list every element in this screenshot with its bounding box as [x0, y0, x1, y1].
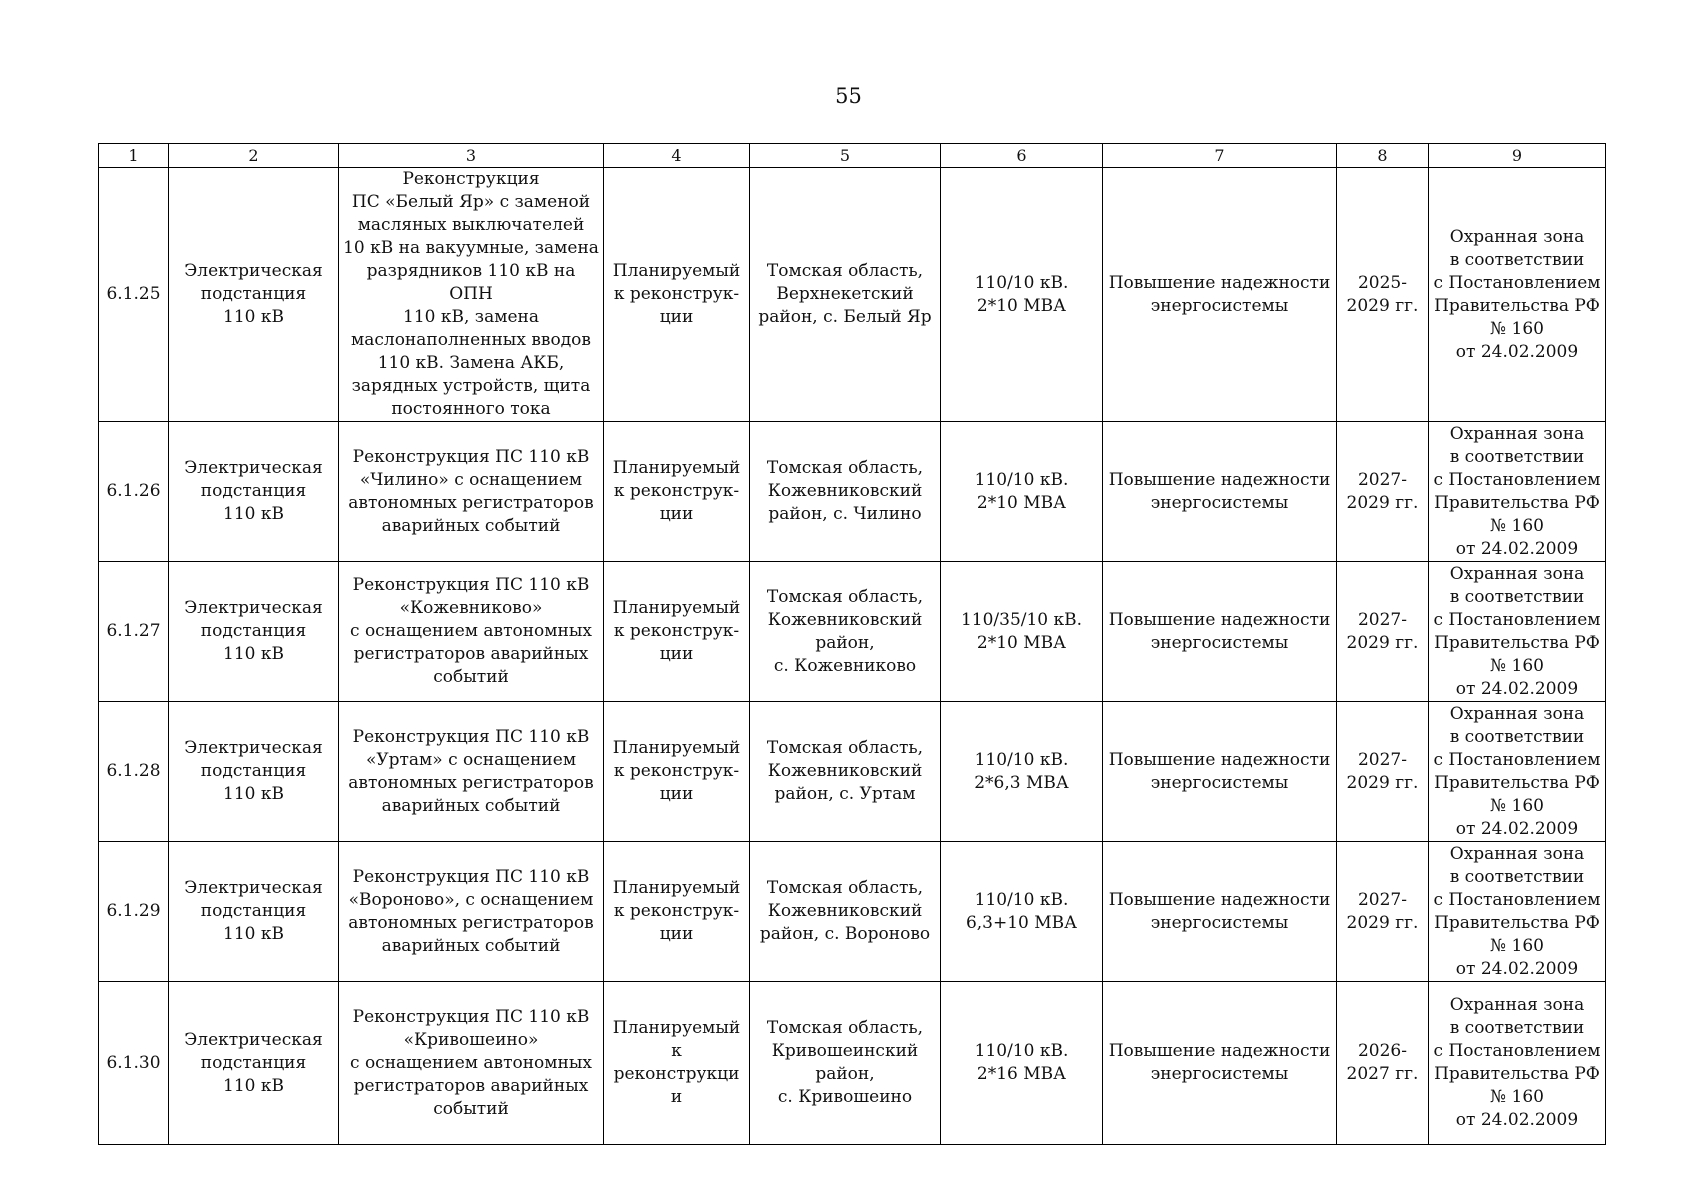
cell-line: 2029 гг. [1346, 772, 1419, 793]
cell-description [339, 982, 604, 1145]
cell-protection-zone [1429, 168, 1606, 422]
column-number: 3 [339, 144, 604, 168]
cell-line: Повышение надежности [1108, 469, 1331, 490]
cell-object-type [169, 982, 339, 1145]
cell-capacity [941, 702, 1103, 842]
projects-table [98, 143, 1606, 1145]
cell-line: 10 кВ на вакуумные, замена [343, 238, 599, 258]
cell-line: с Постановлением [1433, 272, 1601, 293]
cell-location [750, 422, 941, 562]
column-number: 5 [750, 144, 941, 168]
cell-line: к реконструк- [613, 481, 740, 501]
column-number: 7 [1103, 144, 1337, 168]
cell-line: Реконструкция ПС 110 кВ [352, 446, 590, 467]
cell-line: к реконструк- [613, 621, 740, 641]
cell-line: 2029 гг. [1346, 492, 1419, 513]
cell-line: 6,3+10 МВА [965, 912, 1078, 933]
cell-line: район, [815, 632, 875, 653]
cell-line: 110/10 кВ. [974, 749, 1069, 770]
cell-line: Правительства РФ [1434, 632, 1600, 653]
cell-line: энергосистемы [1150, 492, 1289, 513]
column-number: 2 [169, 144, 339, 168]
cell-line: Электрическая [184, 1029, 323, 1050]
cell-protection-zone [1429, 982, 1606, 1145]
cell-line: № 160 [1490, 515, 1544, 536]
cell-line: с оснащением автономных [350, 1052, 592, 1073]
cell-period [1337, 702, 1429, 842]
cell-line: Электрическая [184, 878, 323, 898]
cell-line: с. Кожевниково [773, 655, 917, 676]
cell-line: подстанция [200, 481, 307, 501]
cell-line: в соответствии [1449, 866, 1585, 887]
cell-line: подстанция [200, 284, 307, 304]
cell-protection-zone [1429, 562, 1606, 702]
cell-line: Планируемый [612, 878, 741, 898]
cell-capacity [941, 982, 1103, 1145]
cell-line: энергосистемы [1150, 772, 1289, 793]
column-number: 4 [604, 144, 750, 168]
cell-line: 110 кВ [223, 924, 284, 944]
cell-location [750, 562, 941, 702]
cell-line: зарядных устройств, щита [351, 376, 591, 396]
cell-line: 2027- [1357, 889, 1407, 910]
cell-line: 110 кВ, замена [403, 307, 539, 327]
cell-period [1337, 982, 1429, 1145]
cell-line: в соответствии [1449, 249, 1585, 270]
column-number: 1 [99, 144, 169, 168]
cell-capacity [941, 562, 1103, 702]
cell-line: подстанция [200, 1052, 307, 1073]
cell-line: автономных регистраторов [348, 772, 594, 793]
cell-line: Повышение надежности [1108, 272, 1331, 293]
cell-line: от 24.02.2009 [1455, 538, 1579, 559]
cell-line: в соответствии [1449, 1018, 1585, 1038]
cell-line: аварийных событий [381, 935, 561, 956]
cell-status [604, 982, 750, 1145]
cell-id: 6.1.25 [99, 168, 169, 422]
cell-line: 110/10 кВ. [974, 469, 1069, 490]
cell-line: 110 кВ [223, 307, 284, 327]
cell-line: «Вороново», с оснащением [348, 889, 594, 910]
cell-line: 2029 гг. [1346, 632, 1419, 653]
cell-capacity [941, 168, 1103, 422]
cell-line: 110/35/10 кВ. [960, 609, 1083, 630]
cell-line: Повышение надежности [1108, 889, 1331, 910]
cell-line: Повышение надежности [1108, 609, 1331, 630]
cell-line: Электрическая [184, 738, 323, 758]
cell-line: Реконструкция ПС 110 кВ [352, 575, 590, 595]
cell-line: Реконструкция ПС 110 кВ [352, 726, 590, 747]
cell-purpose [1103, 842, 1337, 982]
cell-id: 6.1.26 [99, 422, 169, 562]
cell-line: автономных регистраторов [348, 912, 594, 933]
cell-purpose [1103, 562, 1337, 702]
cell-line: от 24.02.2009 [1455, 1110, 1579, 1130]
cell-line: Повышение надежности [1108, 749, 1331, 770]
cell-description [339, 422, 604, 562]
cell-description [339, 842, 604, 982]
cell-line: ции [659, 924, 694, 944]
cell-line: Кривошеинский [771, 1041, 919, 1061]
cell-line: № 160 [1490, 655, 1544, 676]
cell-line: энергосистемы [1150, 295, 1289, 316]
cell-line: 2*10 МВА [976, 492, 1067, 513]
cell-period [1337, 168, 1429, 422]
cell-line: Томская область, [766, 878, 924, 898]
cell-line: с оснащением автономных [350, 621, 592, 641]
cell-line: Правительства РФ [1434, 295, 1600, 316]
cell-line: событий [433, 667, 509, 687]
cell-line: регистраторов аварийных [353, 1075, 589, 1096]
cell-line: Охранная зона [1449, 423, 1585, 444]
cell-line: 2027- [1357, 469, 1407, 490]
cell-status [604, 842, 750, 982]
cell-status [604, 168, 750, 422]
cell-line: с Постановлением [1433, 889, 1601, 910]
cell-line: постоянного тока [391, 399, 551, 419]
cell-status [604, 562, 750, 702]
cell-line: Планируемый [612, 261, 741, 281]
cell-line: подстанция [200, 621, 307, 641]
column-number: 9 [1429, 144, 1606, 168]
cell-line: 110/10 кВ. [974, 272, 1069, 293]
cell-line: Повышение надежности [1108, 1041, 1331, 1061]
cell-line: Планируемый [612, 738, 741, 758]
cell-location [750, 168, 941, 422]
cell-line: 2*10 МВА [976, 295, 1067, 316]
cell-line: № 160 [1490, 935, 1544, 956]
cell-line: Томская область, [766, 586, 924, 607]
cell-line: Планируемый [612, 1018, 741, 1038]
cell-line: Реконструкция ПС 110 кВ [352, 1006, 590, 1027]
cell-line: регистраторов аварийных [353, 644, 589, 664]
cell-line: 110/10 кВ. [974, 1041, 1069, 1061]
cell-purpose [1103, 168, 1337, 422]
cell-line: Томская область, [766, 738, 924, 758]
cell-line: от 24.02.2009 [1455, 341, 1579, 362]
cell-line: от 24.02.2009 [1455, 818, 1579, 839]
table-row [99, 702, 1606, 842]
cell-line: Томская область, [766, 261, 924, 281]
table-row [99, 562, 1606, 702]
column-number-row [99, 144, 1606, 168]
cell-protection-zone [1429, 702, 1606, 842]
cell-object-type [169, 842, 339, 982]
table-row [99, 422, 1606, 562]
cell-line: в соответствии [1449, 586, 1585, 607]
cell-line: ции [659, 784, 694, 804]
cell-line: разрядников 110 кВ на ОПН [366, 261, 576, 304]
cell-line: район, [815, 1064, 875, 1084]
cell-line: 110 кВ [223, 1075, 284, 1096]
cell-line: Кожевниковский [767, 761, 923, 781]
cell-line: 2*6,3 МВА [974, 772, 1069, 793]
cell-line: энергосистемы [1150, 1064, 1289, 1084]
cell-status [604, 702, 750, 842]
cell-line: Верхнекетский [776, 284, 914, 304]
cell-line: Охранная зона [1449, 563, 1585, 584]
cell-line: ПС «Белый Яр» с заменой [351, 192, 591, 212]
cell-line: 2027- [1357, 749, 1407, 770]
cell-line: «Кривошеино» [403, 1029, 539, 1050]
cell-status [604, 422, 750, 562]
cell-line: № 160 [1490, 1087, 1544, 1107]
cell-purpose [1103, 982, 1337, 1145]
cell-line: ции [659, 644, 694, 664]
cell-line: подстанция [200, 761, 307, 781]
cell-line: Правительства РФ [1434, 492, 1600, 513]
cell-line: 2*16 МВА [976, 1064, 1067, 1084]
cell-purpose [1103, 422, 1337, 562]
table-body [99, 144, 1606, 1145]
cell-line: район, с. Уртам [774, 784, 916, 804]
table-row [99, 842, 1606, 982]
cell-capacity [941, 422, 1103, 562]
cell-period [1337, 422, 1429, 562]
cell-line: Планируемый [612, 598, 741, 618]
cell-line: реконструкци [613, 1064, 740, 1084]
cell-line: подстанция [200, 901, 307, 921]
cell-line: Электрическая [184, 598, 323, 618]
cell-line: маслонаполненных вводов [351, 330, 591, 350]
cell-id: 6.1.30 [99, 982, 169, 1145]
cell-line: 110/10 кВ. [974, 889, 1069, 910]
cell-line: ции [659, 504, 694, 524]
cell-line: № 160 [1490, 795, 1544, 816]
cell-line: «Кожевниково» [399, 598, 543, 618]
cell-line: Электрическая [184, 261, 323, 281]
cell-line: к реконструк- [613, 901, 740, 921]
cell-line: в соответствии [1449, 446, 1585, 467]
cell-line: Охранная зона [1449, 703, 1585, 724]
cell-line: 2027 гг. [1346, 1064, 1419, 1084]
column-number: 6 [941, 144, 1103, 168]
cell-object-type [169, 168, 339, 422]
cell-line: событий [433, 1098, 509, 1119]
cell-line: «Чилино» с оснащением [359, 469, 583, 490]
cell-line: 2029 гг. [1346, 912, 1419, 933]
cell-line: автономных регистраторов [348, 492, 594, 513]
cell-description [339, 562, 604, 702]
cell-line: Правительства РФ [1434, 912, 1600, 933]
cell-line: «Уртам» с оснащением [365, 749, 577, 770]
cell-line: 2025- [1357, 272, 1407, 293]
cell-line: 2*10 МВА [976, 632, 1067, 653]
page-number: 55 [835, 84, 862, 108]
cell-object-type [169, 422, 339, 562]
cell-line: от 24.02.2009 [1455, 678, 1579, 699]
cell-location [750, 702, 941, 842]
cell-line: 2029 гг. [1346, 295, 1419, 316]
cell-line: с Постановлением [1433, 609, 1601, 630]
cell-line: аварийных событий [381, 795, 561, 816]
cell-line: Томская область, [766, 458, 924, 478]
cell-line: Правительства РФ [1434, 772, 1600, 793]
cell-capacity [941, 842, 1103, 982]
cell-location [750, 842, 941, 982]
cell-line: ции [659, 307, 694, 327]
cell-line: Томская область, [766, 1018, 924, 1038]
cell-line: Кожевниковский [767, 481, 923, 501]
cell-line: к реконструк- [613, 761, 740, 781]
cell-line: и [670, 1087, 683, 1107]
cell-line: Планируемый [612, 458, 741, 478]
cell-line: Реконструкция ПС 110 кВ [352, 866, 590, 887]
cell-purpose [1103, 702, 1337, 842]
table-row [99, 168, 1606, 422]
cell-line: 110 кВ. Замена АКБ, [377, 353, 565, 373]
cell-object-type [169, 562, 339, 702]
cell-period [1337, 562, 1429, 702]
cell-line: с Постановлением [1433, 749, 1601, 770]
cell-line: к реконструк- [613, 284, 740, 304]
cell-line: Правительства РФ [1434, 1064, 1600, 1084]
cell-line: 2027- [1357, 609, 1407, 630]
cell-line: район, с. Вороново [759, 924, 931, 944]
cell-line: район, с. Белый Яр [758, 307, 932, 327]
cell-line: с. Кривошеино [777, 1087, 913, 1107]
cell-line: Электрическая [184, 458, 323, 478]
cell-period [1337, 842, 1429, 982]
cell-line: 2026- [1357, 1041, 1407, 1061]
cell-line: аварийных событий [381, 515, 561, 536]
cell-description [339, 702, 604, 842]
cell-id: 6.1.29 [99, 842, 169, 982]
cell-line: 110 кВ [223, 504, 284, 524]
cell-line: район, с. Чилино [768, 504, 922, 524]
cell-line: с Постановлением [1433, 469, 1601, 490]
cell-line: энергосистемы [1150, 912, 1289, 933]
cell-line: Кожевниковский [767, 901, 923, 921]
table-row [99, 982, 1606, 1145]
cell-location [750, 982, 941, 1145]
cell-line: Охранная зона [1449, 226, 1585, 247]
cell-line: в соответствии [1449, 726, 1585, 747]
cell-description [339, 168, 604, 422]
cell-line: от 24.02.2009 [1455, 958, 1579, 979]
cell-line: Реконструкция [402, 169, 540, 189]
cell-line: с Постановлением [1433, 1041, 1601, 1061]
cell-line: 110 кВ [223, 784, 284, 804]
cell-line: энергосистемы [1150, 632, 1289, 653]
cell-line: к [671, 1041, 682, 1061]
cell-line: масляных выключателей [357, 215, 585, 235]
cell-line: Кожевниковский [767, 609, 923, 630]
cell-protection-zone [1429, 422, 1606, 562]
cell-id: 6.1.27 [99, 562, 169, 702]
cell-line: Охранная зона [1449, 995, 1585, 1015]
cell-protection-zone [1429, 842, 1606, 982]
cell-line: Охранная зона [1449, 843, 1585, 864]
column-number: 8 [1337, 144, 1429, 168]
cell-line: 110 кВ [223, 644, 284, 664]
cell-line: № 160 [1490, 318, 1544, 339]
cell-id: 6.1.28 [99, 702, 169, 842]
cell-object-type [169, 702, 339, 842]
